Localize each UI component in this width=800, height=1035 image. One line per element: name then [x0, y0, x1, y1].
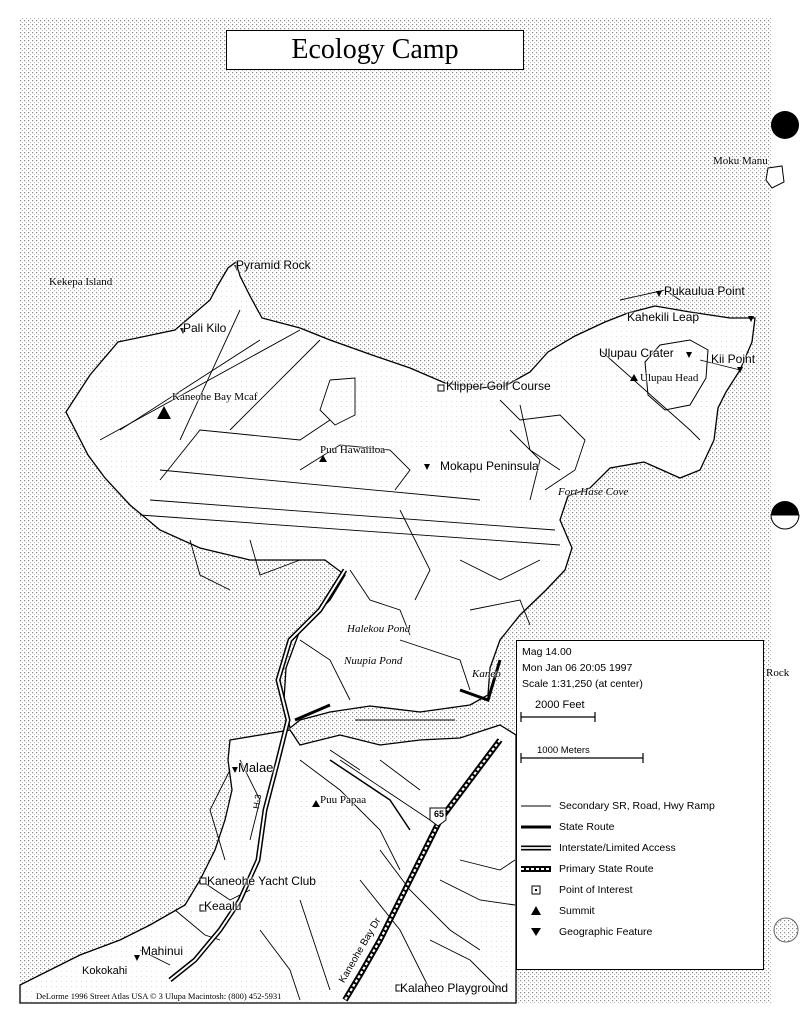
geographic-feature-icon	[519, 925, 553, 939]
label-halekou-pond: Halekou Pond	[347, 623, 411, 635]
label-kokokahi: Kokokahi	[82, 965, 128, 977]
copyright-text: DeLorme 1996 Street Atlas USA © 3 Ulupa Macintosh: (800) 452-5931	[36, 991, 282, 1001]
poi-marker	[438, 385, 444, 391]
label-kaneohe-fragment: Kaneo	[472, 668, 501, 680]
label-kaneohe-yacht-club: Kaneohe Yacht Club	[207, 874, 316, 888]
thin-line-icon	[519, 799, 553, 813]
label-rock-fragment: Rock	[766, 667, 790, 679]
label-nuupia-pond: Nuupia Pond	[344, 655, 403, 667]
legend-item-geographic-feature: Geographic Feature	[519, 925, 652, 939]
legend-item-state-route: State Route	[519, 820, 614, 834]
legend-scale-meters: 1000 Meters	[537, 745, 590, 756]
label-kaneohe-bay-mcaf: Kaneohe Bay Mcaf	[172, 391, 258, 403]
hatched-line-icon	[519, 862, 553, 876]
label-mahinui: Mahinui	[141, 944, 184, 958]
label-pali-kilo: Pali Kilo	[183, 321, 227, 335]
legend-scale: Scale 1:31,250 (at center)	[522, 678, 643, 690]
poi-marker	[200, 878, 206, 884]
label-ulupau-crater: Ulupau Crater	[599, 346, 674, 360]
punch-hole-middle	[771, 501, 799, 515]
label-fort-hase-cove: Fort Hase Cove	[558, 486, 629, 498]
label-moku-manu: Moku Manu	[713, 155, 768, 167]
legend-item-poi: Point of Interest	[519, 883, 633, 897]
label-kahekili-leap: Kahekili Leap	[627, 310, 700, 324]
legend-datetime: Mon Jan 06 20:05 1997	[522, 662, 633, 674]
label-kalaheo-playground: Kalaheo Playground	[400, 981, 509, 995]
label-klipper-golf-course: Klipper Golf Course	[446, 379, 551, 393]
summit-icon	[519, 904, 553, 918]
legend-item-primary-state-route: Primary State Route	[519, 862, 654, 876]
label-kekepa-island: Kekepa Island	[49, 276, 113, 288]
label-keaalu: Keaalu	[204, 899, 242, 913]
label-puu-papaa: Puu Papaa	[320, 794, 367, 806]
double-line-icon	[519, 841, 553, 855]
thick-line-icon	[519, 820, 553, 834]
punch-hole-bottom	[774, 918, 798, 942]
map-legend	[516, 640, 764, 970]
label-pukaulua-point: Pukaulua Point	[664, 284, 745, 298]
label-kii-point: Kii Point	[711, 352, 756, 366]
scale-bar-meters	[519, 752, 649, 764]
point-of-interest-icon	[519, 883, 553, 897]
label-h3-shield: H-3	[251, 793, 264, 810]
legend-item-interstate: Interstate/Limited Access	[519, 841, 676, 855]
label-pyramid-rock: Pyramid Rock	[236, 258, 311, 272]
punch-hole-top	[771, 111, 799, 139]
label-puu-hawaiiloa: Puu Hawaiiloa	[320, 444, 386, 456]
label-mokapu-peninsula: Mokapu Peninsula	[440, 459, 539, 473]
label-kaneohe-bay-dr: Kaneohe Bay Dr	[337, 915, 384, 985]
legend-magnification: Mag 14.00	[522, 646, 572, 658]
label-malae: Malae	[238, 760, 274, 775]
legend-scale-feet: 2000 Feet	[535, 699, 585, 711]
label-route-65: 65	[434, 809, 445, 819]
label-ulupau-head: Ulupau Head	[640, 372, 699, 384]
map-title: Ecology Camp	[226, 30, 524, 70]
legend-item-secondary: Secondary SR, Road, Hwy Ramp	[519, 799, 715, 813]
legend-item-summit: Summit	[519, 904, 595, 918]
scale-bar-feet	[519, 711, 609, 723]
